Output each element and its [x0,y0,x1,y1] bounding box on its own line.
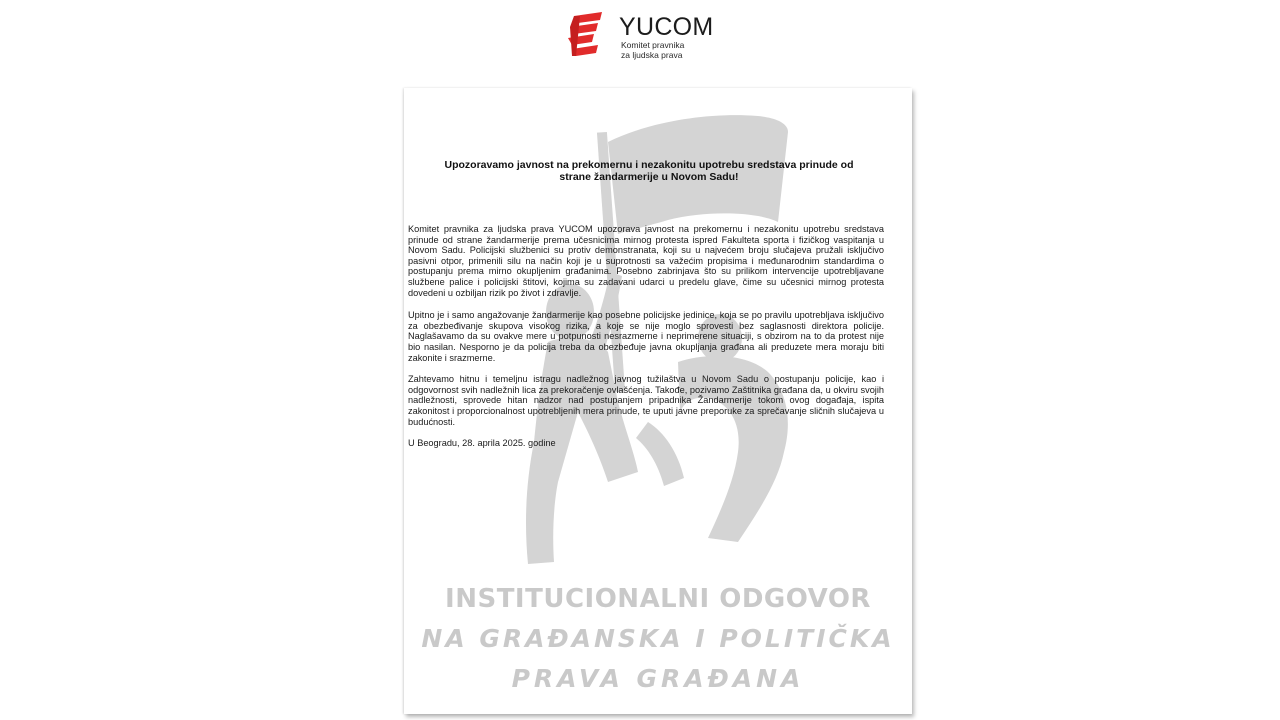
watermark-line-1: INSTITUCIONALNI ODGOVOR [445,584,871,614]
paragraph-2: Upitno je i samo angažovanje žandarmerije kao posebne policijske jedinice, koja se po pravilu upotrebljava isključivo za obezbeđivanje skupova visokog rizika, a koje se nije moglo sprovesti bez saglasnosti direktora policije. Naglašavamo da su ovakve mere u potpunosti nesrazmerne i neprimerene situaciji, s obzirom na to da protest nije bio nasilan. Nesporno je da policija treba da obezbeđuje javna okupljanja građana ali preduzete mera moraju biti zakonite i srazmerne. [408,310,884,363]
document-title-line2: strane žandarmerije u Novom Sadu! [559,171,739,183]
watermark-line-3: PRAVA GRAĐANA [511,664,805,693]
logo-name: YUCOM [619,13,714,41]
document-title [418,159,880,183]
logo-subtitle [621,40,684,60]
yucom-logo [568,12,728,62]
document-page [404,88,912,714]
document-title-line1: Upozoravamo javnost na prekomernu i nezakonitu upotrebu sredstava prinude od [444,159,854,171]
document-body [408,224,884,460]
logo-subtitle-line1: Komitet pravnika [621,40,685,50]
logo-subtitle-line2: za ljudska prava [621,50,683,60]
paragraph-3: Zahtevamo hitnu i temeljnu istragu nadležnog javnog tužilaštva u Novom Sadu o postupanju policije, kao i odgovornost svih nadležnih lica za prekoračenje ovlašćenja. Takođe, pozivamo Zaštitnika građana da, u okviru svojih nadležnosti, sprovede hitan nadzor nad postupanjem pripadnika Žandarmerije tokom ovog događaja, ispita zakonitost i proporcionalnost upotrebljenih mera prinude, te uputi javne preporuke za sprečavanje sličnih slučajeva u budućnosti. [408,374,884,427]
watermark-line-2: NA GRAĐANSKA I POLITIČKA [421,624,895,653]
yucom-mark-icon [568,12,608,60]
document-date: U Beogradu, 28. aprila 2025. godine [408,438,556,449]
paragraph-1: Komitet pravnika za ljudska prava YUCOM upozorava javnost na prekomernu i nezakonitu upotrebu sredstava prinude od strane žandarmerije prema učesnicima mirnog protesta ispred Fakulteta sporta i fizičkog vaspitanja u Novom Sadu. Policijski službenici su protiv demonstranata, koji su u najvećem broju slučajeva pružali isključivo pasivni otpor, primenili silu na način koji je u suprotnosti sa važećim propisima i međunarodnim standardima o postupanju prema mirno okupljenim građanima. Posebno zabrinjava što su prilikom intervencije upotrebljavane službene palice i policijski štitovi, kojima su zadavani udarci u predelu glave, čime su učesnici mirnog protesta dovedeni u ozbiljan rizik po život i zdravlje. [408,224,884,298]
